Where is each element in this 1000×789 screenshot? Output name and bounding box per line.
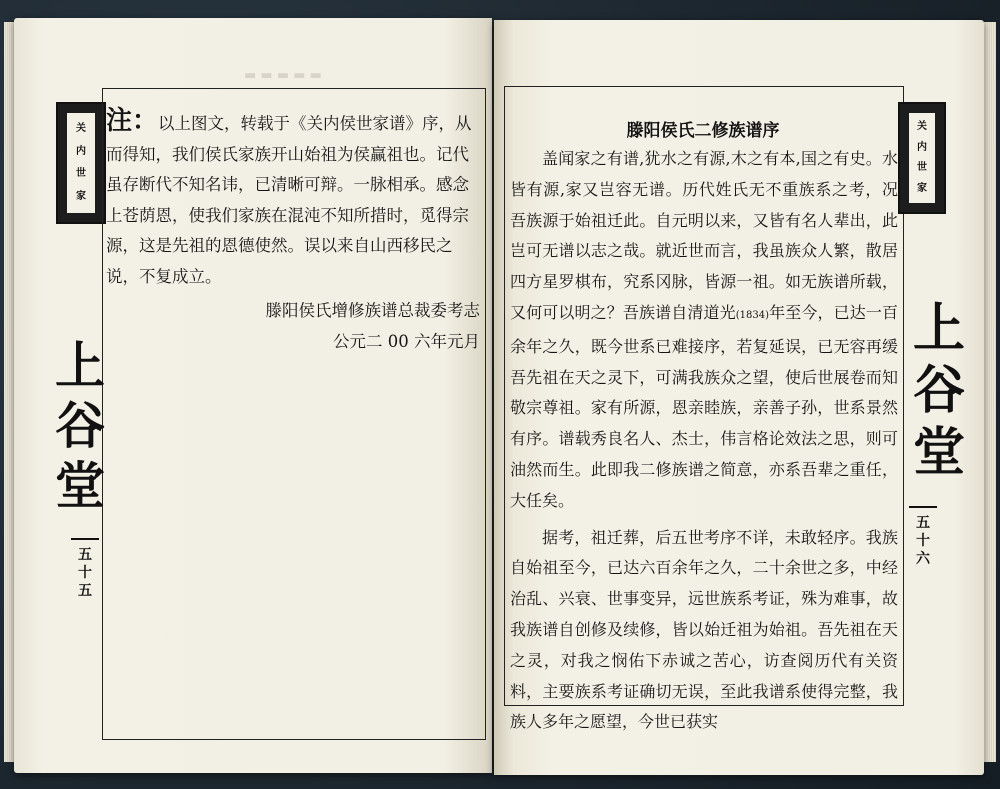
page-number-char: 五 [916, 514, 930, 531]
page-number-char: 五 [78, 546, 92, 563]
preface-paragraph [510, 144, 898, 517]
right-page-edges [984, 22, 996, 762]
note-date: 公元二 00 六年元月 [333, 331, 480, 351]
header-char: 关 [76, 122, 86, 134]
hall-name-calligraphy [50, 336, 110, 516]
header-char: 家 [916, 182, 927, 194]
book-header-label [56, 102, 106, 224]
preface-body [510, 144, 898, 738]
calligraphy-char: 上 [912, 298, 965, 359]
book-header-label [898, 102, 946, 214]
calligraphy-char: 谷 [912, 360, 965, 421]
note-text: 以上图文，转载于《关内侯世家谱》序，从而得知，我们侯氏家族开山始祖为侯赢祖也。记代虽存断代不知名讳，已清晰可辩。一脉相承。感念上苍荫恩，使我们家族在混沌不知所措时，觅得宗源，这是先祖的恩德使然。误以来自山西移民之说，不复成立。 [106, 114, 472, 286]
page-number-char: 十 [78, 564, 92, 581]
header-char: 世 [916, 162, 927, 174]
calligraphy-char: 谷 [55, 396, 105, 455]
page-number [908, 506, 938, 568]
page-number-char: 五 [78, 582, 92, 599]
preface-text: 年至今，已达一百余年之久，既今世系已难接序，若复延误，已无容再缓吾先祖在天之灵下，可满我族众之望，使后世展卷而知敬宗尊祖。家有所源，恩亲睦族，亲善子孙，世系景然有序。谱载秀良名人、杰士，伟言格论效法之思，则可油然而生。此即我二修族谱之简意，亦系吾辈之重任，大任矣。 [510, 302, 898, 510]
page-number-char: 六 [916, 550, 930, 567]
left-page [14, 18, 492, 773]
page-number-char: 十 [916, 532, 930, 549]
hall-name-calligraphy [904, 298, 974, 484]
note-block [106, 106, 484, 357]
preface-title: 滕阳侯氏二修族谱序 [626, 121, 780, 141]
page-number [70, 538, 100, 600]
header-char: 关 [916, 120, 927, 132]
page-number-rule [71, 538, 99, 540]
bleed-through-text: ▬ ▬ ▬ ▬ ▬ [244, 68, 322, 83]
preface-text: 盖闻家之有谱,犹水之有源,木之有本,国之有史。水皆有源,家又岂容无谱。历代姓氏无不重族系之考，况吾族源于始祖迁此。自元明以来，又皆有名人辈出，此岂可无谱以志之哉。就近世而言，我虽族众人繁，散居四方星罗棋布，究系冈脉，皆源一祖。如无族谱所载，又何可以明之？吾族谱自清道光 [510, 149, 898, 322]
preface-year: (1834) [735, 309, 769, 321]
preface-paragraph: 据考，祖迁葬，后五世考序不详，未敢轻序。我族自始祖至今，已达六百余年之久，二十余世之多，中经治乱、兴衰、世事变异，远世族系考证，殊为难事，故我族谱自创修及续修，皆以始迁祖为始祖。吾先祖在天之灵，对我之悯佑下赤诚之苦心，访查阅历代有关资料，主要族系考证确切无误，至此我谱系使得完整，我族人多年之愿望，今世已获实 [510, 527, 898, 732]
header-char: 世 [76, 168, 86, 180]
header-char: 内 [76, 145, 86, 157]
header-char: 家 [76, 191, 86, 203]
note-mark: 注： [106, 106, 159, 136]
calligraphy-char: 上 [55, 336, 105, 395]
calligraphy-char: 堂 [55, 456, 105, 515]
right-page [494, 20, 984, 775]
calligraphy-char: 堂 [912, 422, 965, 483]
note-signature: 滕阳侯氏增修族谱总裁委考志 [265, 301, 480, 320]
note-paragraph [106, 106, 484, 292]
header-char: 内 [916, 141, 927, 153]
page-number-rule [909, 506, 937, 508]
left-page-edges [4, 22, 14, 762]
